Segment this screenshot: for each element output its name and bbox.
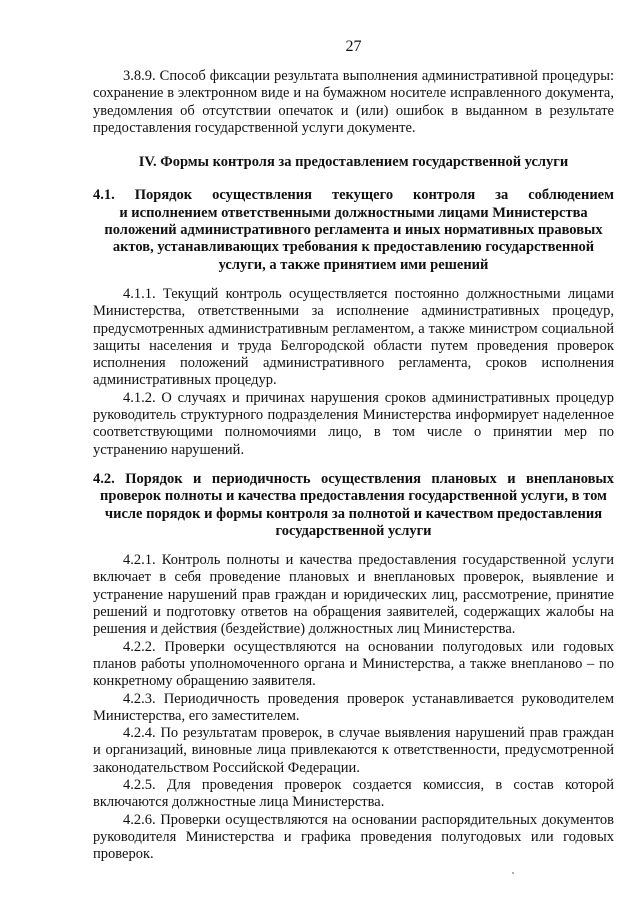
paragraph-3-8-9: 3.8.9. Способ фиксации результата выполнения административной процедуры: сохранение в электронном виде и на бумажном носителе исправленного документа, уведомления об отсутствии опечаток и (или) ошибок в выданном в результате предоставления государственной услуги документе. [93,68,614,136]
paragraph-4-1-2: 4.1.2. О случаях и причинах нарушения сроков административных процедур руководитель структурного подразделения Министерства информирует наделенное соответствующими полномочиями лицо, в том числе о принятии мер по устранению нарушений. [93,389,614,458]
section-4-2-title-rest: проверок полноты и качества предоставления государственной услуги, в том числе порядок и формы контроля за полнотой и качеством предоставления государственной услуги [100,488,607,539]
section-4-2-title-line-1: 4.2. Порядок и периодичность осуществления плановых и внеплановых [93,470,614,487]
paragraph-4-2-6: 4.2.6. Проверки осуществляются на основании распорядительных документов руководителя Министерства и графика проведения полугодовых или годовых проверок. [93,811,614,863]
section-4-1-heading [93,187,614,273]
paragraph-4-2-5: 4.2.5. Для проведения проверок создается комиссия, в состав которой включаются должностные лица Министерства. [93,776,614,811]
section-4-1-title-rest: и исполнением ответственными должностными лицами Министерства положений административного регламента и иных нормативных правовых актов, устанавливающих требования к предоставлению государственной услуги, а также принятием ими решений [104,204,603,273]
paragraph-4-2-4: 4.2.4. По результатам проверок, в случае выявления нарушений прав граждан и организаций, виновные лица привлекаются к ответственности, предусмотренной законодательством Российской Федерации. [93,725,614,776]
section-4-1-title-line-1: 4.1. Порядок осуществления текущего контроля за соблюдением [93,187,614,204]
page-number: 27 [345,38,362,55]
paragraph-4-1-1: 4.1.1. Текущий контроль осуществляется постоянно должностными лицами Министерства, ответственными за исполнение административных процедур, предусмотренных административным регламентом, а также министром социальной защиты населения и труда Белгородской области путем проведения проверок исполнения положений административного регламента, сроков исполнения административных процедур. [93,285,614,389]
chapter-title: IV. Формы контроля за предоставлением государственной услуги [138,154,569,171]
paragraph-4-2-2: 4.2.2. Проверки осуществляются на основании полугодовых или годовых планов работы уполномоченного органа и Министерства, а также внепланово – по конкретному обращению заявителя. [93,638,614,690]
section-4-2-heading [93,471,614,540]
scan-speck [512,872,514,874]
paragraph-4-2-3: 4.2.3. Периодичность проведения проверок устанавливается руководителем Министерства, его заместителем. [93,690,614,724]
paragraph-4-2-1: 4.2.1. Контроль полноты и качества предоставления государственной услуги включает в себя проведение плановых и внеплановых проверок, выявление и устранение нарушений прав граждан и юридических лиц, рассмотрение, принятие решений и подготовку ответов на обращения заявителей, содержащих жалобы на решения и действия (бездействие) должностных лиц Министерства. [93,552,614,638]
